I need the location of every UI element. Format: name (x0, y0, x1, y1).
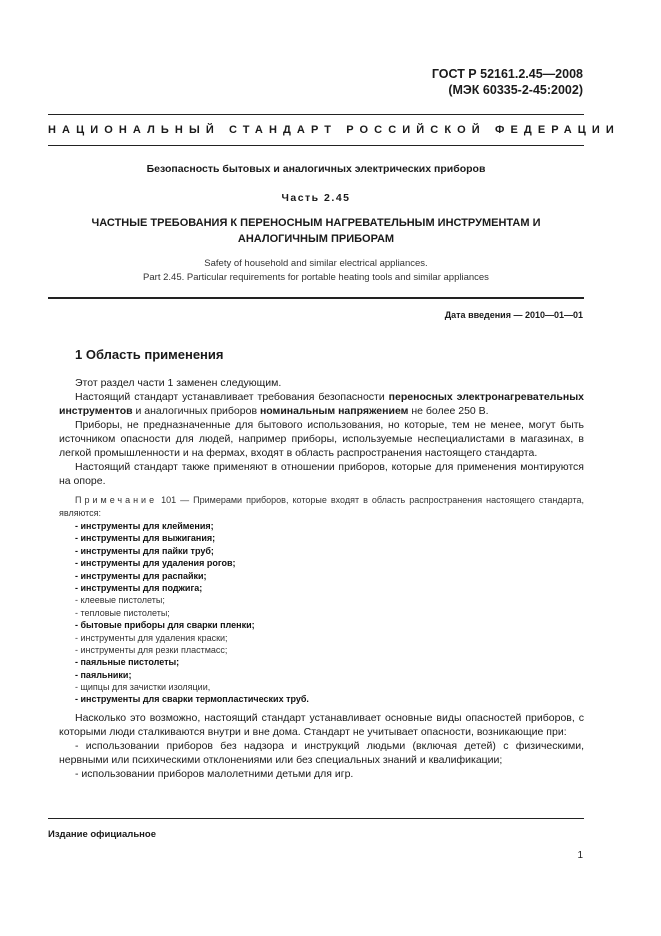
heading-rule (48, 145, 584, 146)
note-intro: Примечание 101 — Примерами приборов, которые входят в область распространения настоящего стандарта, являются: (59, 495, 584, 518)
note-list-item: - инструменты для выжигания; (75, 533, 216, 544)
official-edition-label: Издание официальное (48, 829, 156, 840)
note-list-item: - инструменты для поджига; (75, 582, 203, 593)
section-body (59, 376, 584, 488)
paragraph-4: Настоящий стандарт также применяют в отношении приборов, которые для применения монтируются на опоре. (59, 461, 584, 487)
title-rule (48, 297, 584, 299)
note-list-item: - инструменты для клеймения; (75, 521, 214, 531)
standard-code: ГОСТ Р 52161.2.45—2008 (431, 67, 583, 81)
introduction-date: Дата введения — 2010—01—01 (444, 310, 583, 320)
note-list-item: - тепловые пистолеты; (75, 607, 170, 618)
part-number: Часть 2.45 (281, 192, 351, 204)
note-block (59, 494, 584, 706)
iec-code: (МЭК 60335-2-45:2002) (448, 83, 583, 97)
note-list (59, 520, 584, 706)
section-heading: 1 Область применения (75, 347, 224, 362)
english-title (48, 257, 584, 285)
paragraph-7: - использовании приборов малолетними детьми для игр. (75, 768, 354, 780)
standard-identifier (432, 66, 583, 98)
paragraph-6: - использовании приборов без надзора и инструкций людьми (включая детей) с физическими, нервными или психическими отклонениями или без специальных знаний и квалификации; (59, 740, 584, 766)
paragraph-2: Настоящий стандарт устанавливает требования безопасности переносных электронагревательных инструментов и аналогичных приборов номинальным напряжением не более 250 В. (59, 391, 585, 417)
national-standard-heading: НАЦИОНАЛЬНЫЙ СТАНДАРТ РОССИЙСКОЙ ФЕДЕРАЦИИ (48, 124, 620, 136)
document-subtitle: Безопасность бытовых и аналогичных электрических приборов (146, 163, 486, 175)
note-list-item: - инструменты для сварки термопластических труб. (75, 694, 309, 705)
document-title (48, 215, 584, 247)
page-number: 1 (577, 850, 583, 861)
english-title-line-2: Part 2.45. Particular requirements for portable heating tools and similar appliances (143, 272, 489, 283)
english-title-line-1: Safety of household and similar electrical appliances. (204, 258, 428, 269)
note-list-item: - паяльные пистолеты; (75, 657, 180, 668)
note-label: Примечание (75, 495, 158, 505)
note-list-item: - инструменты для распайки; (75, 570, 207, 581)
title-line-1: ЧАСТНЫЕ ТРЕБОВАНИЯ К ПЕРЕНОСНЫМ НАГРЕВАТЕЛЬНЫМ ИНСТРУМЕНТАМ И (91, 217, 541, 229)
note-list-item: - клеевые пистолеты; (75, 595, 165, 606)
note-list-item: - инструменты для удаления краски; (75, 632, 228, 643)
note-list-item: - щипцы для зачистки изоляции, (75, 682, 211, 693)
note-list-item: - бытовые приборы для сварки пленки; (75, 620, 255, 631)
note-list-item: - инструменты для резки пластмасс; (75, 644, 228, 655)
note-list-item: - инструменты для пайки труб; (75, 545, 214, 556)
title-line-2: АНАЛОГИЧНЫМ ПРИБОРАМ (237, 233, 395, 245)
section-body-continued (59, 711, 584, 781)
paragraph-3: Приборы, не предназначенные для бытового использования, но которые, тем не менее, могут быть источником опасности для людей, например приборы, используемые неспециалистами в магазинах, в легкой промышленности и на фермах, входят в область распространения настоящего стандарта. (59, 419, 584, 459)
top-rule (48, 114, 584, 115)
note-list-item: - инструменты для удаления рогов; (75, 558, 236, 569)
paragraph-1: Этот раздел части 1 заменен следующим. (75, 377, 282, 389)
footer-rule (48, 818, 584, 819)
note-list-item: - паяльники; (75, 669, 132, 680)
paragraph-5: Насколько это возможно, настоящий стандарт устанавливает основные виды опасностей приборов, с которыми люди сталкиваются внутри и вне дома. Стандарт не учитывает опасности, возникающие при: (59, 712, 584, 738)
